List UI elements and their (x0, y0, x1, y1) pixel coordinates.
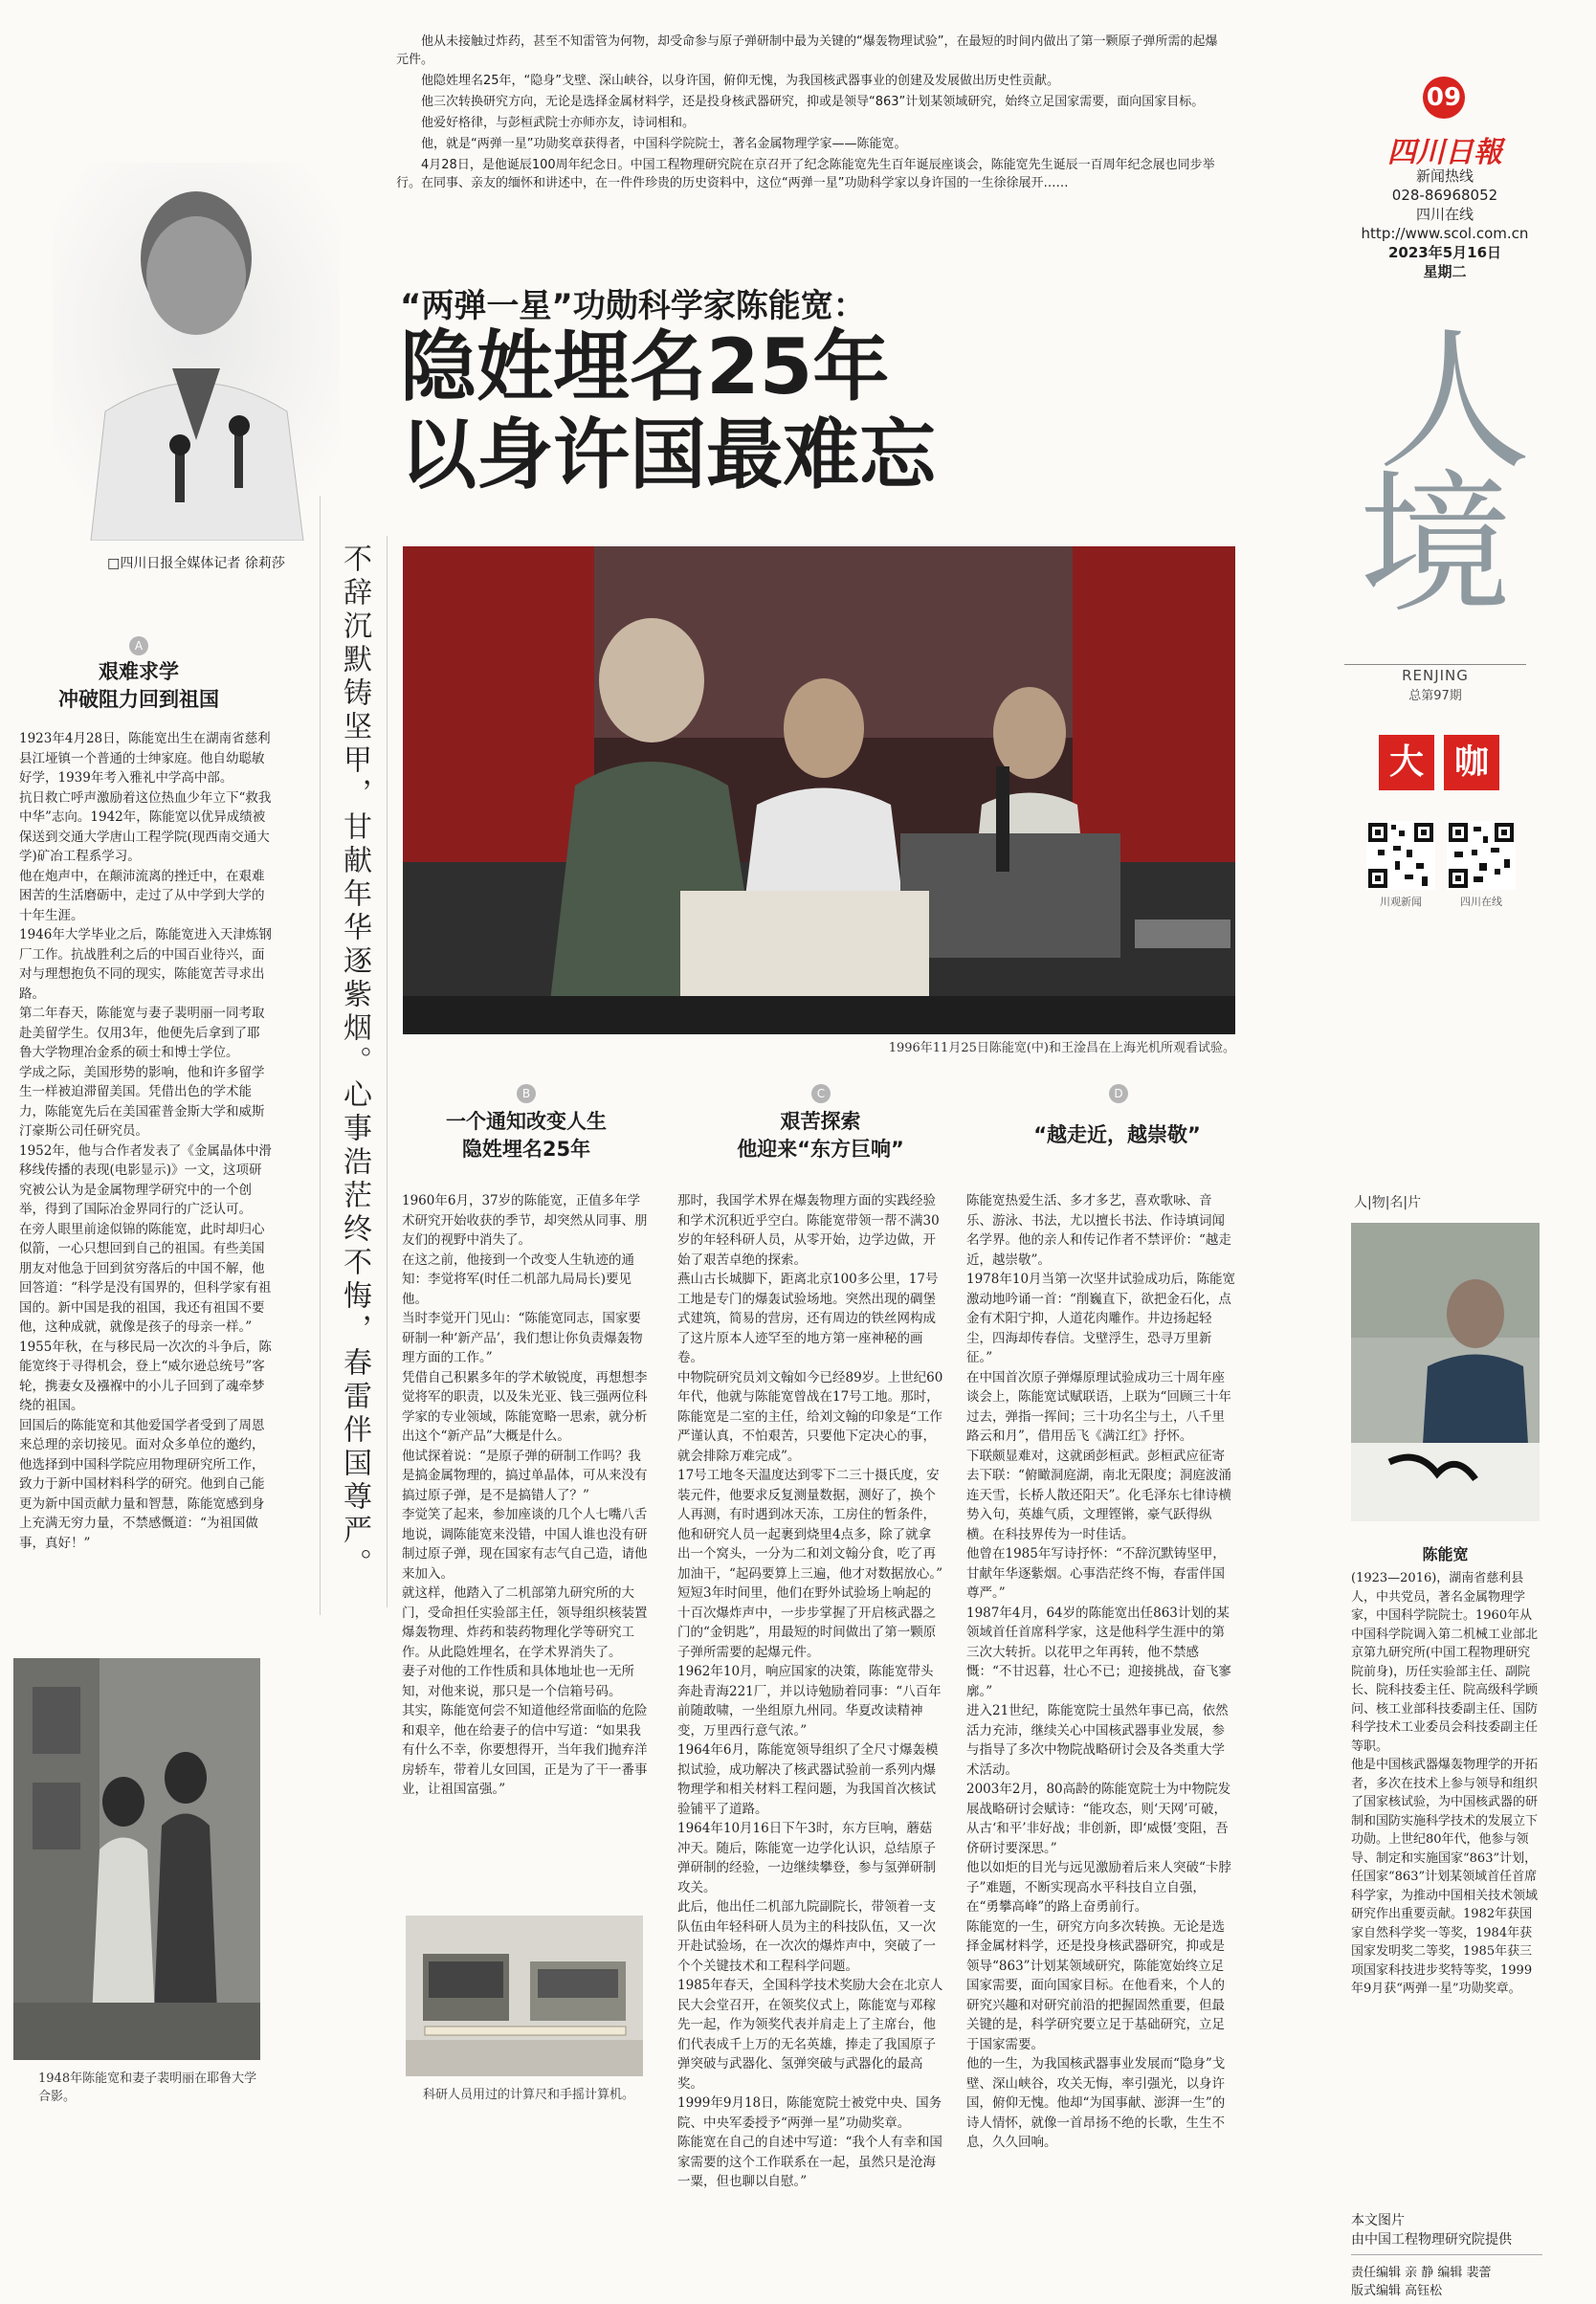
profile-card-label: 人|物|名|片 (1354, 1195, 1422, 1210)
quote-column-divider (387, 536, 388, 1607)
section-a-badge: A (129, 636, 148, 655)
hotline-number: 028-86968052 (1391, 187, 1498, 204)
credits-divider (1351, 2254, 1542, 2255)
profile-bio: (1923—2016)，湖南省慈利县人，中共党员，著名金属物理学家，中国科学院院士。1960年从中国科学院调入第二机械工业部北京第九研究所(中国工程物理研究院前身)，历任实验部主任、副院长、院科技委主任、院高级科学顾问、核工业部科技委副主任、国防科学技术工业委员会科技委副主任等职。 他是中国核武器爆轰物理学的开拓者，多次在技术上参与领导和组织了国家核试验，为中国核武器的研制和国防实施科学技术的发展立下功勋。上世纪80年代，他参与领导、制定和实施国家“863”计划，任国家“863”计划某领域首任首席科学家，为推动中国相关技术领域研究作出重要贡献。1982年获国家自然科学奖一等奖，1984年获国家发明奖二等奖，1985年获三项国家科技进步奖特等奖，1999年9月获“两弹一星”功勋奖章。 (1351, 1571, 1539, 1996)
section-a-title: 艰难求学 冲破阻力回到祖国 (58, 660, 219, 711)
qr-code-chuanguan[interactable] (1366, 821, 1435, 890)
photo-source-title: 本文图片 (1351, 2213, 1405, 2228)
qr-code-scol[interactable] (1447, 821, 1516, 890)
column-pinyin: RENJING (1344, 664, 1526, 684)
section-b-text: 1960年6月，37岁的陈能宽，正值多年学术研究开始收获的季节，却突然从同事、朋友们的视野中消失了。 在这之前，他接到一个改变人生轨迹的通知：李觉将军(时任二机部九局局长)要见他。 当时李觉开门见山：“陈能宽同志，国家要研制一种‘新产品’，我们想让你负责爆轰物理方面的工作。” 凭借自己积累多年的学术敏锐度，再想想李觉将军的职责，以及朱光亚、钱三强两位科学家的专业领域，陈能宽略一思索，就分析出这个“新产品”大概是什么。 他试探着说：“是原子弹的研制工作吗？我是搞金属物理的，搞过单晶体，可从来没有搞过原子弹，是不是搞错人了？” 李觉笑了起来，参加座谈的几个人七嘴八舌地说，调陈能宽来没错，中国人谁也没有研制过原子弹，现在国家有志气自己造，请他来加入。 就这样，他踏入了二机部第九研究所的大门，受命担任实验部主任，领导组织核装置爆轰物理、炸药和装药物理化学等研究工作。从此隐姓埋名，在学术界消失了。 妻子对他的工作性质和具体地址也一无所知，对他来说，那只是一个信箱号码。 其实，陈能宽何尝不知道他经常面临的危险和艰辛，他在给妻子的信中写道：“如果我有什么不幸，你要想得开，当年我们抛弃洋房轿车，带着儿女回国，正是为了干一番事业，让祖国富强。” (402, 1193, 648, 1797)
headline-title-line2: 以身许国最难忘 (400, 410, 936, 499)
calculator-photo (406, 1916, 643, 2076)
section-a-text: 1923年4月28日，陈能宽出生在湖南省慈利县江垭镇一个普通的士绅家庭。他自幼聪敏好学，1939年考入雅礼中学高中部。 抗日救亡呼声激励着这位热血少年立下“救我中华”志向。1942年，陈能宽以优异成绩被保送到交通大学唐山工程学院(现西南交通大学)矿冶工程系学习。 他在炮声中，在颠沛流离的挫迁中，在艰难困苦的生活磨砺中，走过了从中学到大学的十年生涯。 1946年大学毕业之后，陈能宽进入天津炼钢厂工作。抗战胜利之后的中国百业待兴，面对与理想抱负不同的现实，陈能宽苦寻求出路。 第二年春天，陈能宽与妻子裴明丽一同考取赴美留学生。仅用3年，他便先后拿到了耶鲁大学物理冶金系的硕士和博士学位。 学成之际，美国形势的影响，他和许多留学生一样被迫滞留美国。凭借出色的学术能力，陈能宽先后在美国霍普金斯大学和威斯汀豪斯公司任研究员。 1952年，他与合作者发表了《金属晶体中滑移线传播的表现(电影显示)》一文，这项研究被公认为是金属物理学研究中的一个创举，得到了国际冶金界同行的广泛认可。 在旁人眼里前途似锦的陈能宽，此时却归心似箭，一心只想回到自己的祖国。有些美国朋友对他急于回到贫穷落后的中国不解，他回答道：“科学是没有国界的，但科学家有祖国的。新中国是我的祖国，我还有祖国不要他，这种成就，就像是孩子的母亲一样。” 1955年秋，在与移民局一次次的斗争后，陈能宽终于寻得机会，登上“威尔逊总统号”客轮，携妻女及襁褓中的小儿子回到了魂牵梦绕的祖国。 回国后的陈能宽和其他爱国学者受到了周恩来总理的亲切接见。面对众多单位的邀约，他选择到中国科学院应用物理研究所工作，致力于新中国材料科学的研究。他到自己能更为新中国贡献力量和智慧，陈能宽感到身上充满无穷力量，不禁感慨道：“为祖国做事，真好！” (19, 731, 272, 1551)
section-b-badge: B (517, 1084, 536, 1103)
hotline-label: 新闻热线 (1415, 167, 1474, 185)
intro-paragraph: 他，就是“两弹一星”功勋奖章获得者，中国科学院院士，著名金属物理学家——陈能宽。 (421, 137, 907, 151)
issue-number: 总第97期 (1408, 689, 1462, 703)
editor-line-2: 版式编辑 高钰松 (1351, 2284, 1443, 2298)
profile-photo (1351, 1223, 1540, 1521)
section-c-badge: C (811, 1084, 831, 1103)
paper-name: 四川日報 (1387, 136, 1502, 169)
profile-name: 陈能宽 (1422, 1545, 1469, 1563)
website-link[interactable]: http://www.scol.com.cn (1361, 225, 1529, 242)
qr-label-scol: 四川在线 (1460, 896, 1502, 908)
page-number-badge: 09 (1423, 77, 1465, 119)
vertical-quote: 不辞沉默铸坚甲，甘献年华逐紫烟。心事浩茫终不悔，春雷伴国尊严。 (338, 543, 371, 1582)
calculator-photo-caption: 科研人员用过的计算尺和手摇计算机。 (423, 2088, 635, 2102)
photo-source-text: 由中国工程物理研究院提供 (1351, 2232, 1512, 2248)
editor-line-1: 责任编辑 亲 静 编辑 裴蕾 (1351, 2266, 1492, 2280)
headline-title-line1: 隐姓埋名25年 (400, 322, 890, 411)
section-d-text: 陈能宽热爱生活、多才多艺，喜欢歌咏、音乐、游泳、书法，尤以擅长书法、作诗填词闻名学界。他的亲人和传记作者不禁评价：“越走近，越崇敬”。 1978年10月当第一次坚井试验成功后，陈能宽激动地吟诵一首：“削巍直下，欲把金石化，点金有术阳宁抑，人道花肉雕作。井边扬起轻尘，四海却传春信。戈壁浮生，恐寻万里新征。” 在中国首次原子弹爆原理试验成功三十周年座谈会上，陈能宽试赋联语，上联为“回顾三十年过去，弹指一挥间；三十功名尘与土，八千里路云和月”，借用岳飞《满江红》抒怀。 下联颇显难对，这就函彭桓武。彭桓武应征寄去下联：“俯瞰洞庭湖，南北无限度；洞庭波涌连天雪，长桥人散还阳天”。化毛泽东七律诗横势入句，英雄气质，文理铿锵，豪气跃得纵横。在科技界传为一时佳话。 他曾在1985年写诗抒怀：“不辞沉默铸坚甲，甘献年华逐紫烟。心事浩茫终不悔，春雷伴国尊严。” 1987年4月，64岁的陈能宽出任863计划的某领域首任首席科学家，这是他科学生涯中的第三次大转折。以花甲之年再转，他不禁感慨：“不甘迟暮，壮心不已；迎接挑战，奋飞寥廓。” 进入21世纪，陈能宽院士虽然年事已高，依然活力充沛，继续关心中国核武器事业发展，参与指导了多次中物院战略研讨会及各类重大学术活动。 2003年2月，80高龄的陈能宽院士为中物院发展战略研讨会赋诗：“能攻态，则‘天网’可破，从古‘和平’非好战；非创新，即‘威慑’变阻，吾侪研讨要深思。” 他以如炬的目光与远见激励着后来人突破“卡脖子”难题，不断实现高水平科技自立自强，在“勇攀高峰”的路上奋勇前行。 陈能宽的一生，研究方向多次转换。无论是选择金属材料学，还是投身核武器研究，抑或是领导“863”计划某领域研究，陈能宽始终立足国家需要，面向国家目标。在他看来，个人的研究兴趣和对研究前沿的把握固然重要，但最关键的是，科学研究要立足于基础研究，立足于国家需要。 他的一生，为我国核武器事业发展而“隐身”戈壁、深山峡谷，攻关无悔，率引强光，以身许国，俯仰无愧。他却“为国事献、澎湃一生”的诗人情怀，就像一首昂扬不绝的长歌，生生不息，久久回响。 (966, 1193, 1236, 2150)
main-photo-caption: 1996年11月25日陈能宽(中)和王淦昌在上海光机所观看试验。 (888, 1041, 1235, 1055)
qr-label-chuanguan: 川观新闻 (1380, 896, 1422, 908)
online-label: 四川在线 (1415, 206, 1474, 223)
portrait-photo (53, 163, 340, 541)
section-c-title: 艰苦探索 他迎来“东方巨响” (737, 1110, 904, 1161)
intro-block (396, 33, 1219, 192)
couple-photo-caption: 1948年陈能宽和妻子裴明丽在耶鲁大学合影。 (38, 2071, 257, 2104)
intro-paragraph: 他从未接触过炸药，甚至不知雷管为何物，却受命参与原子弹研制中最为关键的“爆轰物理试验”，在最短的时间内做出了第一颗原子弹所需的起爆元件。 (396, 34, 1218, 67)
byline: □四川日报全媒体记者 徐莉莎 (107, 556, 285, 571)
headline-kicker: “两弹一星”功勋科学家陈能宽： (400, 287, 866, 325)
section-b-title: 一个通知改变人生 隐姓埋名25年 (446, 1110, 607, 1161)
intro-paragraph: 他三次转换研究方向，无论是选择金属材料学，还是投身核武器研究，抑或是领导“863”计划某领域研究，始终立足国家需要，面向国家目标。 (421, 95, 1205, 109)
column-name-ren: 人 (1377, 312, 1531, 491)
left-column-divider (320, 496, 321, 1615)
section-c-text: 那时，我国学术界在爆轰物理方面的实践经验和学术沉积近乎空白。陈能宽带领一帮不满30岁的年轻科研人员，从零开始，边学边做，开始了艰苦卓绝的探索。 燕山古长城脚下，距离北京100多公里，17号工地是专门的爆轰试验场地。突然出现的碉堡式建筑，简易的营房，还有周边的铁丝网构成了这片原本人迹罕至的地方第一座神秘的画卷。 中物院研究员刘文翰如今已经89岁。上世纪60年代，他就与陈能宽曾战在17号工地。那时，陈能宽是二室的主任，给刘文翰的印象是“工作严谨认真，不怕艰苦，只要他下定决心的事，就会排除万难完成”。 17号工地冬天温度达到零下二三十摄氏度，安装元件，他要求反复测量数据，测好了，换个人再测，有时遇到冰天冻，工房住的暂条件，他和研究人员一起裹到烧里4点多，除了就拿出一个窝头，一分为二和刘文翰分食，吃了再加油干，“起码要算上三遍，他才对数据放心。” 短短3年时间里，他们在野外试验场上响起的十百次爆炸声中，一步步掌握了开启核武器之门的“金钥匙”，用最短的时间做出了第一颗原子弹所需要的起爆元件。 1962年10月，响应国家的决策，陈能宽带头奔赴青海221厂，并以诗勉励着同事：“八百年前随敢啸，一坐组原九州同。华夏改读精神变，万里西行意气浓。” 1964年6月，陈能宽领导组织了全尺寸爆轰模拟试验，成功解决了核武器试验前一系列内爆物理学和相关材料工程问题，为我国首次核试验铺平了道路。 1964年10月16日下午3时，东方巨响，蘑菇冲天。随后，陈能宽一边学化认识，总结原子弹研制的经验，一边继续攀登，参与氢弹研制攻关。 此后，他出任二机部九院副院长，带领着一支队伍由年轻科研人员为主的科技队伍，又一次开赴试验场，在一次次的爆炸声中，突破了一个个关键技术和工程科学问题。 1985年春天，全国科学技术奖励大会在北京人民大会堂召开，在领奖仪式上，陈能宽与邓稼先一起，作为领奖代表并肩走上了主席台，他们代表成千上万的无名英雄，捧走了我国原子弹突破与武器化、氢弹突破与武器化的最高奖。 1999年9月18日，陈能宽院士被党中央、国务院、中央军委授予“两弹一星”功勋奖章。 陈能宽在自己的自述中写道：“我个人有幸和国家需要的这个工作联系在一起，虽然只是沧海一粟，但也聊以自慰。” (677, 1193, 943, 2189)
column-name-jing: 境 (1358, 455, 1512, 634)
intro-paragraph: 他爱好格律，与彭桓武院士亦师亦友，诗词相和。 (421, 116, 696, 130)
intro-paragraph: 4月28日，是他诞辰100周年纪念日。中国工程物理研究院在京召开了纪念陈能宽先生百年诞辰座谈会，陈能宽先生诞辰一百周年纪念展也同步举行。在同事、亲友的缅怀和讲述中，在一件件珍贵的历史资料中，这位“两弹一星”功勋科学家以身许国的一生徐徐展开…… (396, 158, 1215, 190)
masthead-info (1359, 166, 1531, 281)
couple-photo-1948 (13, 1658, 260, 2060)
dakai-da: 大 (1379, 735, 1434, 790)
intro-paragraph: 他隐姓埋名25年，“隐身”戈壁、深山峡谷，以身许国，俯仰无愧，为我国核武器事业的创建及发展做出历史性贡献。 (421, 74, 1060, 88)
section-d-title: “越走近，越崇敬” (1033, 1123, 1201, 1146)
dakai-ka: 咖 (1444, 735, 1499, 790)
section-d-badge: D (1109, 1084, 1128, 1103)
main-photo (403, 546, 1235, 1034)
issue-date: 2023年5月16日 (1387, 244, 1502, 261)
issue-weekday: 星期二 (1423, 263, 1467, 280)
